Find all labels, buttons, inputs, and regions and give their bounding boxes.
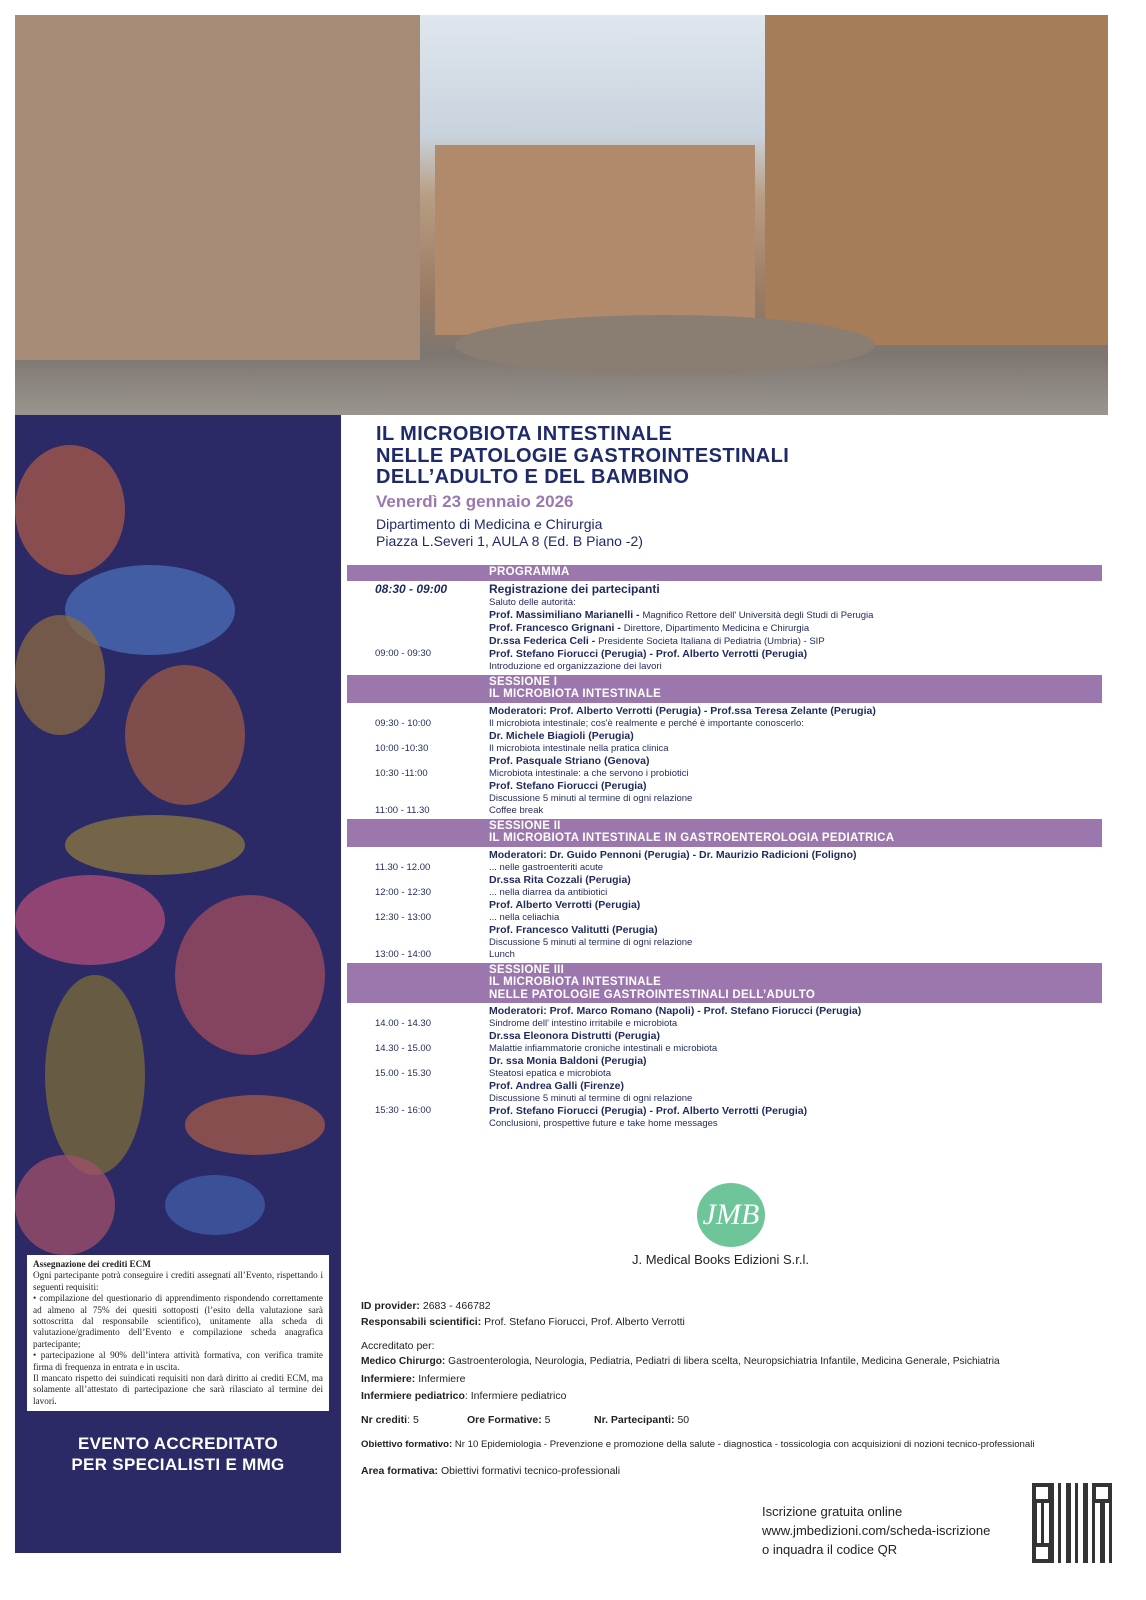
event-date: Venerdì 23 gennaio 2026 [376,492,574,511]
program-line [489,648,1102,661]
program-row [347,1105,1102,1130]
speaker-or-title: Dr.ssa Federica Celi - [489,634,599,647]
obiettivo-value: Nr 10 Epidemiologia - Prevenzione e promozione della salute - diagnostica - tossicologia con acquisizioni di nozioni tecnico-professionali [452,1439,1035,1450]
session-header-line: IL MICROBIOTA INTESTINALE [489,688,662,700]
program-line [489,862,1102,874]
program-line [489,1030,1102,1043]
ecm-title: Assegnazione dei crediti ECM [33,1259,151,1269]
speaker-or-title: Prof. Alberto Verrotti (Perugia) [489,898,641,911]
program-line [489,1005,1102,1018]
description: Steatosi epatica e microbiota [489,1068,611,1079]
publisher-name: J. Medical Books Edizioni S.r.l. [632,1252,810,1267]
program-line [489,583,1102,597]
program-line [489,949,1102,961]
description: ... nella diarrea da antibiotici [489,886,608,898]
program-row [347,1018,1102,1043]
description: Malattie infiammatorie croniche intestinali e microbiota [489,1043,718,1054]
description: Discussione 5 minuti al termine di ogni relazione [489,936,693,948]
obiettivo-label: Obiettivo formativo: [361,1439,453,1450]
registration-line: o inquadra il codice QR [762,1542,898,1557]
speaker-or-title: Dr. ssa Monia Baldoni (Perugia) [489,1055,647,1067]
session-header-line: SESSIONE I [489,675,558,688]
ecm-text: Il mancato rispetto dei suindicati requisiti non darà diritto ai crediti ECM, ma solamente all’attestato di partecipazione che sarà rilasciato al termine dei lavori. [33,1373,323,1406]
ore-label: Ore Formative: [467,1414,542,1426]
program-line [489,1018,1102,1030]
time-slot: 15:30 - 16:00 [375,1105,431,1116]
program-row [347,862,1102,887]
program-line [489,1043,1102,1055]
program-line [489,755,1102,768]
time-slot: 11:00 - 11.30 [375,804,430,816]
description: Lunch [489,948,515,960]
location-line: Dipartimento di Medicina e Chirurgia [376,516,603,532]
jmb-logo: JMB [697,1183,765,1247]
session-header [347,675,1102,703]
infped-value: : Infermiere pediatrico [464,1390,567,1402]
accredited-line: EVENTO ACCREDITATO [78,1434,278,1453]
program-line [489,743,1102,755]
program-row [347,949,1102,961]
program-row [347,1068,1102,1105]
time-slot: 14.30 - 15.00 [375,1043,431,1054]
ecm-text: • partecipazione al 90% dell’intera attività formativa, con verifica tramite firma di frequenza in entrata e in uscita. [33,1350,323,1372]
registration-info [762,1502,990,1559]
time-slot: 10:30 -11:00 [375,767,428,779]
time-slot: 08:30 - 09:00 [375,581,448,596]
crediti-value: : 5 [407,1414,419,1426]
event-location [376,516,643,550]
program-line [489,1093,1102,1105]
description: ... nelle gastroenteriti acute [489,861,604,873]
session-header-line: IL MICROBIOTA INTESTINALE IN GASTROENTEROLOGIA PEDIATRICA [489,832,895,844]
inf-label: Infermiere: [361,1373,416,1385]
program-row [347,583,1102,648]
qr-code[interactable] [1032,1483,1112,1563]
program-line [489,849,1102,862]
title-line: DELL’ADULTO E DEL BAMBINO [376,466,690,488]
time-slot: 14.00 - 14.30 [375,1018,431,1029]
accredited-line: PER SPECIALISTI E MMG [71,1455,285,1474]
speaker-or-title: Prof. Stefano Fiorucci (Perugia) - Prof. Alberto Verrotti (Perugia) [489,647,808,660]
program-row [347,887,1102,912]
time-slot: 09:30 - 10:00 [375,717,431,729]
program-line [489,887,1102,899]
program-line [489,924,1102,937]
speaker-or-title: Moderatori: Prof. Marco Romano (Napoli) - Prof. Stefano Fiorucci (Perugia) [489,1005,862,1017]
speaker-or-title: Dr.ssa Eleonora Distrutti (Perugia) [489,1030,660,1042]
program-row [347,718,1102,743]
description: Introduzione ed organizzazione dei lavori [489,660,662,672]
speaker-or-title: Prof. Stefano Fiorucci (Perugia) [489,779,647,792]
description: Sindrome dell' intestino irritabile e microbiota [489,1018,678,1029]
resp-label: Responsabili scientifici: [361,1316,482,1328]
title-line: NELLE PATOLOGIE GASTROINTESTINALI [376,444,790,467]
program-line [489,1055,1102,1068]
speaker-or-title: Prof. Francesco Valitutti (Perugia) [489,923,658,936]
program-line [489,805,1102,817]
description: Direttore, Dipartimento Medicina e Chirurgia [623,622,810,634]
time-slot: 13:00 - 14:00 [375,948,431,960]
program-line [489,937,1102,949]
program-line [489,874,1102,887]
program-line [489,635,1102,648]
partecipanti-value: 50 [674,1414,690,1426]
program-row [347,1005,1102,1018]
infped-label: Infermiere pediatrico [361,1390,465,1402]
time-slot [347,705,489,718]
program-line [489,622,1102,635]
description: Microbiota intestinale: a che servono i probiotici [489,767,689,779]
program-row [347,743,1102,768]
program-line [489,1118,1102,1130]
program-line [489,1105,1102,1118]
program-line [489,718,1102,730]
program-line [489,780,1102,793]
program-line [489,705,1102,718]
time-slot: 12:30 - 13:00 [375,911,431,923]
medico-value: Gastroenterologia, Neurologia, Pediatria, Pediatri di libera scelta, Neuropsichiatria Infantile, Medicina Generale, Psichiatria [445,1356,1000,1367]
id-value: 2683 - 466782 [419,1300,491,1312]
speaker-or-title: Prof. Pasquale Striano (Genova) [489,754,650,767]
program-line [489,899,1102,912]
program-line [489,597,1102,609]
speaker-or-title: Prof. Massimiliano Marianelli - [489,608,643,621]
description: Magnifico Rettore dell' Università degli Studi di Perugia [642,609,874,621]
speaker-or-title: Moderatori: Dr. Guido Pennoni (Perugia) - Dr. Maurizio Radicioni (Foligno) [489,848,857,861]
session-header [347,565,1102,581]
session-header-line: SESSIONE II [489,819,561,832]
program-line [489,1068,1102,1080]
time-slot: 10:00 -10:30 [375,742,429,754]
area-value: Obiettivi formativi tecnico-professionali [438,1465,621,1477]
perugia-piazza-photo [15,15,1108,415]
inf-value: Infermiere [415,1373,466,1385]
time-slot [347,849,489,862]
title-line: IL MICROBIOTA INTESTINALE [376,423,673,445]
ecm-credits-box [27,1255,329,1411]
program-line [489,661,1102,673]
time-slot: 09:00 - 09:30 [375,647,431,659]
accredited-banner [15,1433,341,1475]
time-slot: 12:00 - 12:30 [375,886,431,898]
ecm-text: • compilazione del questionario di apprendimento rispondendo correttamente ad almeno al 75% dei quesiti sottoposti (l’esito della valutazione sarà sottoscritta dal responsabile scientifico), unitamente alla scheda di valutazione/gradimento dell’Evento e compilazione scheda anagrafica partecipante; [33,1293,323,1349]
program-row [347,849,1102,862]
ore-value: 5 [541,1414,551,1426]
speaker-or-title: Dr.ssa Rita Cozzali (Perugia) [489,873,631,886]
speaker-or-title: Moderatori: Prof. Alberto Verrotti (Perugia) - Prof.ssa Teresa Zelante (Perugia) [489,704,876,717]
program-row [347,912,1102,949]
time-slot [347,1005,489,1018]
program-line [489,793,1102,805]
description: Discussione 5 minuti al termine di ogni relazione [489,1093,693,1104]
program-row [347,705,1102,718]
description: Saluto delle autorità: [489,596,576,608]
description: ... nella celiachia [489,911,560,923]
registration-link[interactable]: www.jmbedizioni.com/scheda-iscrizione [762,1523,991,1538]
program-line [489,609,1102,622]
program-line [489,1080,1102,1093]
speaker-or-title: Prof. Stefano Fiorucci (Perugia) - Prof. Alberto Verrotti (Perugia) [489,1105,808,1117]
program-line [489,912,1102,924]
description: Conclusioni, prospettive future e take home messages [489,1118,718,1129]
session-header-line: SESSIONE III [489,963,565,976]
program-schedule [347,563,1102,1130]
event-title [376,424,789,489]
session-header-line: NELLE PATOLOGIE GASTROINTESTINALI DELL’ADULTO [489,988,816,1001]
program-row [347,805,1102,817]
speaker-or-title: Dr. Michele Biagioli (Perugia) [489,729,634,742]
time-slot: 11.30 - 12.00 [375,861,431,873]
program-row [347,768,1102,805]
accr-label: Accreditato per: [361,1340,435,1352]
speaker-or-title: Prof. Andrea Galli (Firenze) [489,1080,624,1092]
ecm-text: Ogni partecipante potrà conseguire i crediti assegnati all’Evento, rispettando i seguenti requisiti: [33,1270,323,1292]
session-header-line: PROGRAMMA [489,566,570,578]
crediti-label: Nr crediti [361,1414,408,1426]
speaker-or-title: Registrazione dei partecipanti [489,581,660,596]
time-slot: 15.00 - 15.30 [375,1068,431,1079]
location-line: Piazza L.Severi 1, AULA 8 (Ed. B Piano -2) [376,533,643,549]
resp-value: Prof. Stefano Fiorucci, Prof. Alberto Verrotti [481,1316,685,1328]
program-line [489,768,1102,780]
partecipanti-label: Nr. Partecipanti: [594,1414,675,1426]
decorative-side-panel [15,415,341,1553]
session-header [347,819,1102,847]
description: Coffee break [489,804,544,816]
speaker-or-title: Prof. Francesco Grignani - [489,621,624,634]
id-label: ID provider: [361,1300,420,1312]
medico-label: Medico Chirurgo: [361,1356,446,1367]
session-header [347,963,1102,1004]
session-header-line: IL MICROBIOTA INTESTINALE [489,976,662,988]
description: Discussione 5 minuti al termine di ogni relazione [489,792,693,804]
description: Il microbiota intestinale nella pratica clinica [489,742,669,754]
program-line [489,730,1102,743]
registration-line: Iscrizione gratuita online [762,1504,903,1519]
program-row [347,1043,1102,1068]
description: Presidente Societa Italiana di Pediatria (Umbria) - SIP [598,635,825,647]
area-label: Area formativa: [361,1465,439,1477]
program-row [347,648,1102,673]
description: Il microbiota intestinale; cos'è realmente e perché è importante conoscerlo: [489,717,804,729]
